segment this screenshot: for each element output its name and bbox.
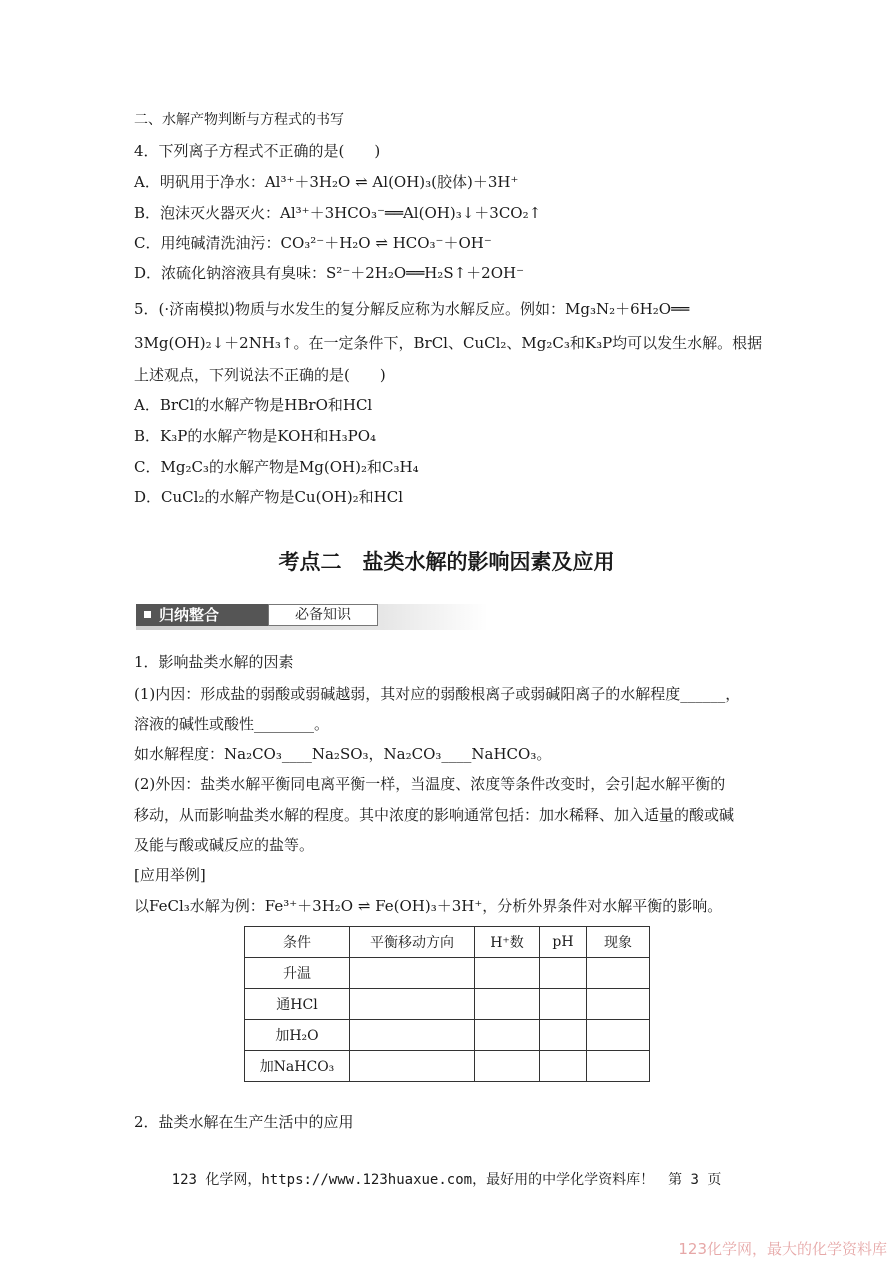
table-cell[interactable] xyxy=(475,958,540,989)
table-cell[interactable] xyxy=(350,1051,475,1082)
table-cell[interactable] xyxy=(540,1051,587,1082)
p1-line-5: 移动，从而影响盐类水解的程度。其中浓度的影响通常包括：加水稀释、加入适量的酸或碱 xyxy=(134,806,735,824)
table-cell[interactable] xyxy=(350,958,475,989)
table-header: pH xyxy=(540,927,587,958)
table-cell[interactable] xyxy=(540,1020,587,1051)
table-row-label: 升温 xyxy=(245,958,350,989)
q4-option-c: C．用纯碱清洗油污：CO₃²⁻＋H₂O ⇌ HCO₃⁻＋OH⁻ xyxy=(134,234,492,252)
table-cell[interactable] xyxy=(587,1020,650,1051)
p1-title: 1．影响盐类水解的因素 xyxy=(134,653,294,671)
tag-summary xyxy=(136,604,268,626)
section-heading: 考点二 盐类水解的影响因素及应用 xyxy=(278,550,615,574)
table-cell[interactable] xyxy=(587,1051,650,1082)
q4-stem: 4．下列离子方程式不正确的是( ) xyxy=(134,142,381,160)
table-cell[interactable] xyxy=(475,1051,540,1082)
q4-option-b: B．泡沫灭火器灭火：Al³⁺＋3HCO₃⁻══Al(OH)₃↓＋3CO₂↑ xyxy=(134,204,542,222)
table-cell[interactable] xyxy=(475,989,540,1020)
p1-line-3: 如水解程度：Na₂CO₃____Na₂SO₃，Na₂CO₃____NaHCO₃。 xyxy=(134,745,552,763)
table-row xyxy=(245,1020,650,1051)
p1-example-label: [应用举例] xyxy=(134,866,206,884)
tag-summary-label: 归纳整合 xyxy=(159,606,220,624)
p1-line-4: (2)外因：盐类水解平衡同电离平衡一样，当温度、浓度等条件改变时，会引起水解平衡的 xyxy=(134,775,726,793)
q5-option-a: A．BrCl的水解产物是HBrO和HCl xyxy=(134,396,373,414)
page-footer: 123 化学网，https://www.123huaxue.com，最好用的中学化学资料库！ 第 3 页 xyxy=(171,1172,722,1188)
table-row xyxy=(245,1051,650,1082)
table-cell[interactable] xyxy=(540,989,587,1020)
table-row xyxy=(245,958,650,989)
table-header: 现象 xyxy=(587,927,650,958)
table-header: 条件 xyxy=(245,927,350,958)
q4-option-d: D．浓硫化钠溶液具有臭味：S²⁻＋2H₂O══H₂S↑＋2OH⁻ xyxy=(134,264,525,282)
p1-line-8: 以FeCl₃水解为例：Fe³⁺＋3H₂O ⇌ Fe(OH)₃＋3H⁺，分析外界条件对水解平衡的影响。 xyxy=(134,897,723,915)
table-row-label: 加NaHCO₃ xyxy=(245,1051,350,1082)
q5-line-2: 3Mg(OH)₂↓＋2NH₃↑。在一定条件下，BrCl、CuCl₂、Mg₂C₃和K₃P均可以发生水解。根据 xyxy=(134,334,763,352)
q5-option-d: D．CuCl₂的水解产物是Cu(OH)₂和HCl xyxy=(134,488,404,506)
q5-line-1: 5．(·济南模拟)物质与水发生的复分解反应称为水解反应。例如：Mg₃N₂＋6H₂O══ xyxy=(134,300,690,318)
p2-title: 2．盐类水解在生产生活中的应用 xyxy=(134,1113,354,1131)
table-header: H⁺数 xyxy=(475,927,540,958)
q4-option-a: A．明矾用于净水：Al³⁺＋3H₂O ⇌ Al(OH)₃(胶体)＋3H⁺ xyxy=(134,173,519,191)
table-row-label: 通HCl xyxy=(245,989,350,1020)
q5-line-3: 上述观点，下列说法不正确的是( ) xyxy=(134,366,386,384)
table-row xyxy=(245,989,650,1020)
section-title: 二、水解产物判断与方程式的书写 xyxy=(134,112,344,128)
p1-line-1: (1)内因：形成盐的弱酸或弱碱越弱，其对应的弱酸根离子或弱碱阳离子的水解程度______， xyxy=(134,685,741,703)
hydrolysis-table xyxy=(244,926,650,1082)
square-icon xyxy=(144,611,151,618)
p1-line-6: 及能与酸或碱反应的盐等。 xyxy=(134,836,315,854)
table-row-label: 加H₂O xyxy=(245,1020,350,1051)
table-cell[interactable] xyxy=(587,989,650,1020)
table-cell[interactable] xyxy=(587,958,650,989)
watermark: 123化学网，最大的化学资料库 xyxy=(678,1240,887,1258)
q5-option-c: C．Mg₂C₃的水解产物是Mg(OH)₂和C₃H₄ xyxy=(134,458,419,476)
p1-line-2: 溶液的碱性或酸性________。 xyxy=(134,715,330,733)
table-cell[interactable] xyxy=(350,989,475,1020)
table-cell[interactable] xyxy=(475,1020,540,1051)
table-header-row xyxy=(245,927,650,958)
table-cell[interactable] xyxy=(540,958,587,989)
q5-option-b: B．K₃P的水解产物是KOH和H₃PO₄ xyxy=(134,427,377,445)
tag-knowledge: 必备知识 xyxy=(268,604,378,626)
table-cell[interactable] xyxy=(350,1020,475,1051)
table-header: 平衡移动方向 xyxy=(350,927,475,958)
